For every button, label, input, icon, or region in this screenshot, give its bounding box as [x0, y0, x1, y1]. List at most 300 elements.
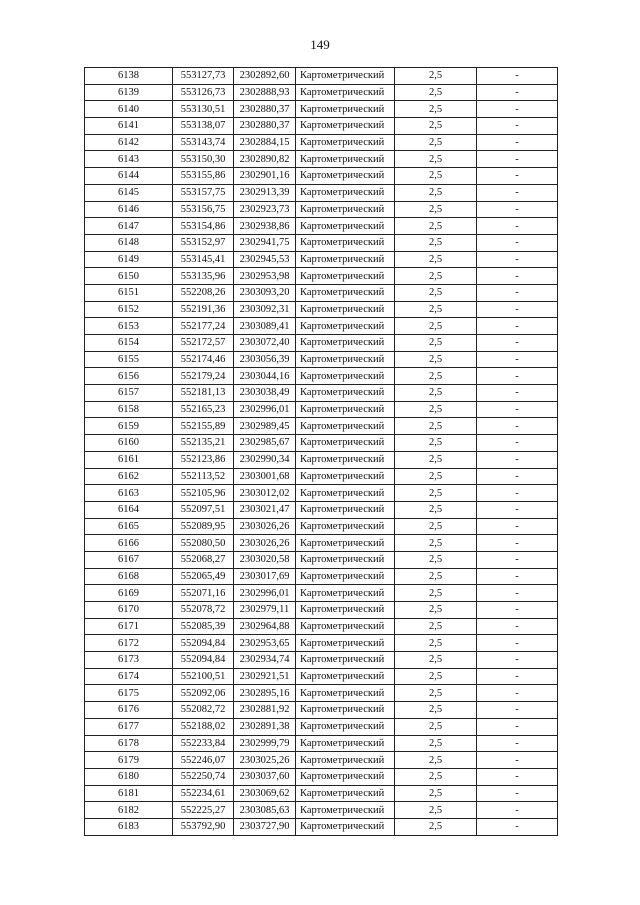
y-coordinate-cell: 2302884,15	[234, 134, 296, 151]
accuracy-cell: 2,5	[395, 284, 477, 301]
point-number-cell: 6165	[85, 518, 173, 535]
note-cell: -	[477, 151, 558, 168]
note-cell: -	[477, 418, 558, 435]
note-cell: -	[477, 201, 558, 218]
x-coordinate-cell: 553154,86	[173, 218, 234, 235]
accuracy-cell: 2,5	[395, 84, 477, 101]
note-cell: -	[477, 68, 558, 85]
point-number-cell: 6175	[85, 685, 173, 702]
point-number-cell: 6143	[85, 151, 173, 168]
method-cell: Картометрический	[296, 251, 395, 268]
note-cell: -	[477, 435, 558, 452]
point-number-cell: 6162	[85, 468, 173, 485]
accuracy-cell: 2,5	[395, 618, 477, 635]
accuracy-cell: 2,5	[395, 652, 477, 669]
point-number-cell: 6178	[85, 735, 173, 752]
method-cell: Картометрический	[296, 435, 395, 452]
table-row	[85, 501, 558, 518]
note-cell: -	[477, 335, 558, 352]
note-cell: -	[477, 685, 558, 702]
x-coordinate-cell: 552181,13	[173, 385, 234, 402]
note-cell: -	[477, 234, 558, 251]
y-coordinate-cell: 2303020,58	[234, 551, 296, 568]
note-cell: -	[477, 768, 558, 785]
table-row	[85, 485, 558, 502]
y-coordinate-cell: 2303021,47	[234, 501, 296, 518]
accuracy-cell: 2,5	[395, 501, 477, 518]
note-cell: -	[477, 251, 558, 268]
table-row	[85, 551, 558, 568]
method-cell: Картометрический	[296, 134, 395, 151]
x-coordinate-cell: 553126,73	[173, 84, 234, 101]
x-coordinate-cell: 553157,75	[173, 184, 234, 201]
x-coordinate-cell: 552165,23	[173, 401, 234, 418]
method-cell: Картометрический	[296, 368, 395, 385]
table-row	[85, 652, 558, 669]
note-cell: -	[477, 702, 558, 719]
table-row	[85, 201, 558, 218]
accuracy-cell: 2,5	[395, 435, 477, 452]
note-cell: -	[477, 218, 558, 235]
point-number-cell: 6170	[85, 602, 173, 619]
point-number-cell: 6182	[85, 802, 173, 819]
x-coordinate-cell: 553143,74	[173, 134, 234, 151]
method-cell: Картометрический	[296, 735, 395, 752]
accuracy-cell: 2,5	[395, 551, 477, 568]
method-cell: Картометрический	[296, 718, 395, 735]
y-coordinate-cell: 2302923,73	[234, 201, 296, 218]
y-coordinate-cell: 2302890,82	[234, 151, 296, 168]
method-cell: Картометрический	[296, 585, 395, 602]
y-coordinate-cell: 2302921,51	[234, 668, 296, 685]
point-number-cell: 6149	[85, 251, 173, 268]
method-cell: Картометрический	[296, 752, 395, 769]
accuracy-cell: 2,5	[395, 602, 477, 619]
point-number-cell: 6172	[85, 635, 173, 652]
x-coordinate-cell: 552191,36	[173, 301, 234, 318]
x-coordinate-cell: 552225,27	[173, 802, 234, 819]
x-coordinate-cell: 552094,84	[173, 652, 234, 669]
note-cell: -	[477, 468, 558, 485]
method-cell: Картометрический	[296, 151, 395, 168]
accuracy-cell: 2,5	[395, 335, 477, 352]
point-number-cell: 6141	[85, 118, 173, 135]
table-row	[85, 468, 558, 485]
accuracy-cell: 2,5	[395, 118, 477, 135]
x-coordinate-cell: 553138,07	[173, 118, 234, 135]
note-cell: -	[477, 284, 558, 301]
y-coordinate-cell: 2303092,31	[234, 301, 296, 318]
method-cell: Картометрический	[296, 485, 395, 502]
y-coordinate-cell: 2302979,11	[234, 602, 296, 619]
table-row	[85, 518, 558, 535]
note-cell: -	[477, 134, 558, 151]
method-cell: Картометрический	[296, 802, 395, 819]
point-number-cell: 6146	[85, 201, 173, 218]
accuracy-cell: 2,5	[395, 268, 477, 285]
accuracy-cell: 2,5	[395, 101, 477, 118]
y-coordinate-cell: 2302938,86	[234, 218, 296, 235]
note-cell: -	[477, 718, 558, 735]
point-number-cell: 6155	[85, 351, 173, 368]
method-cell: Картометрический	[296, 818, 395, 835]
coordinates-table	[84, 67, 558, 836]
y-coordinate-cell: 2303072,40	[234, 335, 296, 352]
table-row	[85, 802, 558, 819]
accuracy-cell: 2,5	[395, 151, 477, 168]
x-coordinate-cell: 552155,89	[173, 418, 234, 435]
method-cell: Картометрический	[296, 652, 395, 669]
x-coordinate-cell: 552071,16	[173, 585, 234, 602]
accuracy-cell: 2,5	[395, 668, 477, 685]
accuracy-cell: 2,5	[395, 702, 477, 719]
y-coordinate-cell: 2303093,20	[234, 284, 296, 301]
x-coordinate-cell: 552097,51	[173, 501, 234, 518]
note-cell: -	[477, 668, 558, 685]
y-coordinate-cell: 2302953,65	[234, 635, 296, 652]
accuracy-cell: 2,5	[395, 318, 477, 335]
method-cell: Картометрический	[296, 618, 395, 635]
table-row	[85, 768, 558, 785]
x-coordinate-cell: 553152,97	[173, 234, 234, 251]
table-row	[85, 685, 558, 702]
accuracy-cell: 2,5	[395, 635, 477, 652]
point-number-cell: 6147	[85, 218, 173, 235]
point-number-cell: 6183	[85, 818, 173, 835]
note-cell: -	[477, 501, 558, 518]
x-coordinate-cell: 552065,49	[173, 568, 234, 585]
method-cell: Картометрический	[296, 768, 395, 785]
method-cell: Картометрический	[296, 168, 395, 185]
y-coordinate-cell: 2302888,93	[234, 84, 296, 101]
x-coordinate-cell: 552080,50	[173, 535, 234, 552]
y-coordinate-cell: 2302901,16	[234, 168, 296, 185]
x-coordinate-cell: 552135,21	[173, 435, 234, 452]
method-cell: Картометрический	[296, 418, 395, 435]
accuracy-cell: 2,5	[395, 451, 477, 468]
accuracy-cell: 2,5	[395, 368, 477, 385]
point-number-cell: 6167	[85, 551, 173, 568]
table-row	[85, 368, 558, 385]
accuracy-cell: 2,5	[395, 568, 477, 585]
y-coordinate-cell: 2302913,39	[234, 184, 296, 201]
x-coordinate-cell: 552092,06	[173, 685, 234, 702]
method-cell: Картометрический	[296, 84, 395, 101]
note-cell: -	[477, 385, 558, 402]
x-coordinate-cell: 552113,52	[173, 468, 234, 485]
table-row	[85, 251, 558, 268]
y-coordinate-cell: 2303056,39	[234, 351, 296, 368]
accuracy-cell: 2,5	[395, 685, 477, 702]
x-coordinate-cell: 553150,30	[173, 151, 234, 168]
note-cell: -	[477, 818, 558, 835]
table-row	[85, 84, 558, 101]
point-number-cell: 6179	[85, 752, 173, 769]
method-cell: Картометрический	[296, 318, 395, 335]
y-coordinate-cell: 2302934,74	[234, 652, 296, 669]
point-number-cell: 6154	[85, 335, 173, 352]
point-number-cell: 6139	[85, 84, 173, 101]
note-cell: -	[477, 618, 558, 635]
table-row	[85, 401, 558, 418]
table-row	[85, 451, 558, 468]
table-row	[85, 68, 558, 85]
y-coordinate-cell: 2303044,16	[234, 368, 296, 385]
point-number-cell: 6173	[85, 652, 173, 669]
method-cell: Картометрический	[296, 218, 395, 235]
accuracy-cell: 2,5	[395, 218, 477, 235]
y-coordinate-cell: 2302996,01	[234, 585, 296, 602]
method-cell: Картометрический	[296, 451, 395, 468]
method-cell: Картометрический	[296, 335, 395, 352]
y-coordinate-cell: 2303085,63	[234, 802, 296, 819]
note-cell: -	[477, 785, 558, 802]
point-number-cell: 6180	[85, 768, 173, 785]
point-number-cell: 6161	[85, 451, 173, 468]
y-coordinate-cell: 2303026,26	[234, 518, 296, 535]
note-cell: -	[477, 401, 558, 418]
table-row	[85, 268, 558, 285]
x-coordinate-cell: 553792,90	[173, 818, 234, 835]
note-cell: -	[477, 485, 558, 502]
y-coordinate-cell: 2302989,45	[234, 418, 296, 435]
method-cell: Картометрический	[296, 685, 395, 702]
note-cell: -	[477, 602, 558, 619]
x-coordinate-cell: 552089,95	[173, 518, 234, 535]
x-coordinate-cell: 552078,72	[173, 602, 234, 619]
y-coordinate-cell: 2303037,60	[234, 768, 296, 785]
x-coordinate-cell: 553135,96	[173, 268, 234, 285]
table-row	[85, 184, 558, 201]
table-row	[85, 535, 558, 552]
method-cell: Картометрический	[296, 268, 395, 285]
table-row	[85, 668, 558, 685]
accuracy-cell: 2,5	[395, 201, 477, 218]
x-coordinate-cell: 552250,74	[173, 768, 234, 785]
point-number-cell: 6142	[85, 134, 173, 151]
accuracy-cell: 2,5	[395, 802, 477, 819]
method-cell: Картометрический	[296, 702, 395, 719]
table-row	[85, 168, 558, 185]
x-coordinate-cell: 553155,86	[173, 168, 234, 185]
coordinates-table-body	[85, 68, 558, 836]
accuracy-cell: 2,5	[395, 68, 477, 85]
x-coordinate-cell: 552085,39	[173, 618, 234, 635]
table-row	[85, 818, 558, 835]
x-coordinate-cell: 552208,26	[173, 284, 234, 301]
point-number-cell: 6144	[85, 168, 173, 185]
accuracy-cell: 2,5	[395, 385, 477, 402]
y-coordinate-cell: 2303001,68	[234, 468, 296, 485]
x-coordinate-cell: 553127,73	[173, 68, 234, 85]
method-cell: Картометрический	[296, 201, 395, 218]
method-cell: Картометрический	[296, 785, 395, 802]
point-number-cell: 6160	[85, 435, 173, 452]
accuracy-cell: 2,5	[395, 234, 477, 251]
table-row	[85, 385, 558, 402]
point-number-cell: 6148	[85, 234, 173, 251]
y-coordinate-cell: 2302891,38	[234, 718, 296, 735]
y-coordinate-cell: 2302945,53	[234, 251, 296, 268]
point-number-cell: 6174	[85, 668, 173, 685]
note-cell: -	[477, 301, 558, 318]
point-number-cell: 6150	[85, 268, 173, 285]
accuracy-cell: 2,5	[395, 535, 477, 552]
method-cell: Картометрический	[296, 668, 395, 685]
point-number-cell: 6164	[85, 501, 173, 518]
note-cell: -	[477, 318, 558, 335]
y-coordinate-cell: 2303038,49	[234, 385, 296, 402]
point-number-cell: 6140	[85, 101, 173, 118]
table-row	[85, 134, 558, 151]
note-cell: -	[477, 735, 558, 752]
note-cell: -	[477, 652, 558, 669]
method-cell: Картометрический	[296, 184, 395, 201]
table-row	[85, 635, 558, 652]
method-cell: Картометрический	[296, 234, 395, 251]
table-row	[85, 585, 558, 602]
table-row	[85, 318, 558, 335]
point-number-cell: 6176	[85, 702, 173, 719]
y-coordinate-cell: 2302999,79	[234, 735, 296, 752]
note-cell: -	[477, 168, 558, 185]
point-number-cell: 6151	[85, 284, 173, 301]
note-cell: -	[477, 268, 558, 285]
y-coordinate-cell: 2302881,92	[234, 702, 296, 719]
point-number-cell: 6166	[85, 535, 173, 552]
method-cell: Картометрический	[296, 602, 395, 619]
x-coordinate-cell: 552177,24	[173, 318, 234, 335]
x-coordinate-cell: 552179,24	[173, 368, 234, 385]
method-cell: Картометрический	[296, 401, 395, 418]
note-cell: -	[477, 551, 558, 568]
note-cell: -	[477, 802, 558, 819]
note-cell: -	[477, 368, 558, 385]
y-coordinate-cell: 2303025,26	[234, 752, 296, 769]
x-coordinate-cell: 552105,96	[173, 485, 234, 502]
y-coordinate-cell: 2302964,88	[234, 618, 296, 635]
method-cell: Картометрический	[296, 535, 395, 552]
note-cell: -	[477, 118, 558, 135]
accuracy-cell: 2,5	[395, 418, 477, 435]
y-coordinate-cell: 2303069,62	[234, 785, 296, 802]
y-coordinate-cell: 2302941,75	[234, 234, 296, 251]
table-row	[85, 435, 558, 452]
x-coordinate-cell: 553130,51	[173, 101, 234, 118]
method-cell: Картометрический	[296, 68, 395, 85]
y-coordinate-cell: 2302880,37	[234, 101, 296, 118]
x-coordinate-cell: 552234,61	[173, 785, 234, 802]
point-number-cell: 6169	[85, 585, 173, 602]
method-cell: Картометрический	[296, 301, 395, 318]
accuracy-cell: 2,5	[395, 735, 477, 752]
note-cell: -	[477, 84, 558, 101]
note-cell: -	[477, 585, 558, 602]
table-row	[85, 234, 558, 251]
accuracy-cell: 2,5	[395, 134, 477, 151]
point-number-cell: 6171	[85, 618, 173, 635]
x-coordinate-cell: 552174,46	[173, 351, 234, 368]
accuracy-cell: 2,5	[395, 718, 477, 735]
x-coordinate-cell: 552094,84	[173, 635, 234, 652]
method-cell: Картометрический	[296, 101, 395, 118]
note-cell: -	[477, 752, 558, 769]
x-coordinate-cell: 552188,02	[173, 718, 234, 735]
accuracy-cell: 2,5	[395, 518, 477, 535]
y-coordinate-cell: 2303089,41	[234, 318, 296, 335]
table-row	[85, 335, 558, 352]
method-cell: Картометрический	[296, 501, 395, 518]
point-number-cell: 6156	[85, 368, 173, 385]
table-row	[85, 351, 558, 368]
note-cell: -	[477, 568, 558, 585]
accuracy-cell: 2,5	[395, 768, 477, 785]
table-row	[85, 218, 558, 235]
y-coordinate-cell: 2302996,01	[234, 401, 296, 418]
point-number-cell: 6138	[85, 68, 173, 85]
point-number-cell: 6145	[85, 184, 173, 201]
point-number-cell: 6159	[85, 418, 173, 435]
point-number-cell: 6153	[85, 318, 173, 335]
note-cell: -	[477, 451, 558, 468]
table-row	[85, 284, 558, 301]
accuracy-cell: 2,5	[395, 485, 477, 502]
note-cell: -	[477, 351, 558, 368]
y-coordinate-cell: 2302892,60	[234, 68, 296, 85]
accuracy-cell: 2,5	[395, 184, 477, 201]
point-number-cell: 6157	[85, 385, 173, 402]
x-coordinate-cell: 552068,27	[173, 551, 234, 568]
y-coordinate-cell: 2302985,67	[234, 435, 296, 452]
y-coordinate-cell: 2303727,90	[234, 818, 296, 835]
note-cell: -	[477, 518, 558, 535]
accuracy-cell: 2,5	[395, 585, 477, 602]
x-coordinate-cell: 553145,41	[173, 251, 234, 268]
point-number-cell: 6152	[85, 301, 173, 318]
point-number-cell: 6158	[85, 401, 173, 418]
method-cell: Картометрический	[296, 635, 395, 652]
x-coordinate-cell: 552246,07	[173, 752, 234, 769]
note-cell: -	[477, 101, 558, 118]
y-coordinate-cell: 2302953,98	[234, 268, 296, 285]
accuracy-cell: 2,5	[395, 468, 477, 485]
point-number-cell: 6168	[85, 568, 173, 585]
point-number-cell: 6177	[85, 718, 173, 735]
note-cell: -	[477, 635, 558, 652]
table-row	[85, 718, 558, 735]
accuracy-cell: 2,5	[395, 818, 477, 835]
accuracy-cell: 2,5	[395, 401, 477, 418]
x-coordinate-cell: 552100,51	[173, 668, 234, 685]
point-number-cell: 6181	[85, 785, 173, 802]
table-row	[85, 568, 558, 585]
method-cell: Картометрический	[296, 385, 395, 402]
table-row	[85, 785, 558, 802]
method-cell: Картометрический	[296, 351, 395, 368]
note-cell: -	[477, 184, 558, 201]
table-row	[85, 151, 558, 168]
accuracy-cell: 2,5	[395, 351, 477, 368]
table-row	[85, 602, 558, 619]
table-row	[85, 618, 558, 635]
table-row	[85, 118, 558, 135]
page-number: 149	[310, 37, 330, 52]
x-coordinate-cell: 552123,86	[173, 451, 234, 468]
y-coordinate-cell: 2302880,37	[234, 118, 296, 135]
x-coordinate-cell: 552172,57	[173, 335, 234, 352]
accuracy-cell: 2,5	[395, 752, 477, 769]
point-number-cell: 6163	[85, 485, 173, 502]
